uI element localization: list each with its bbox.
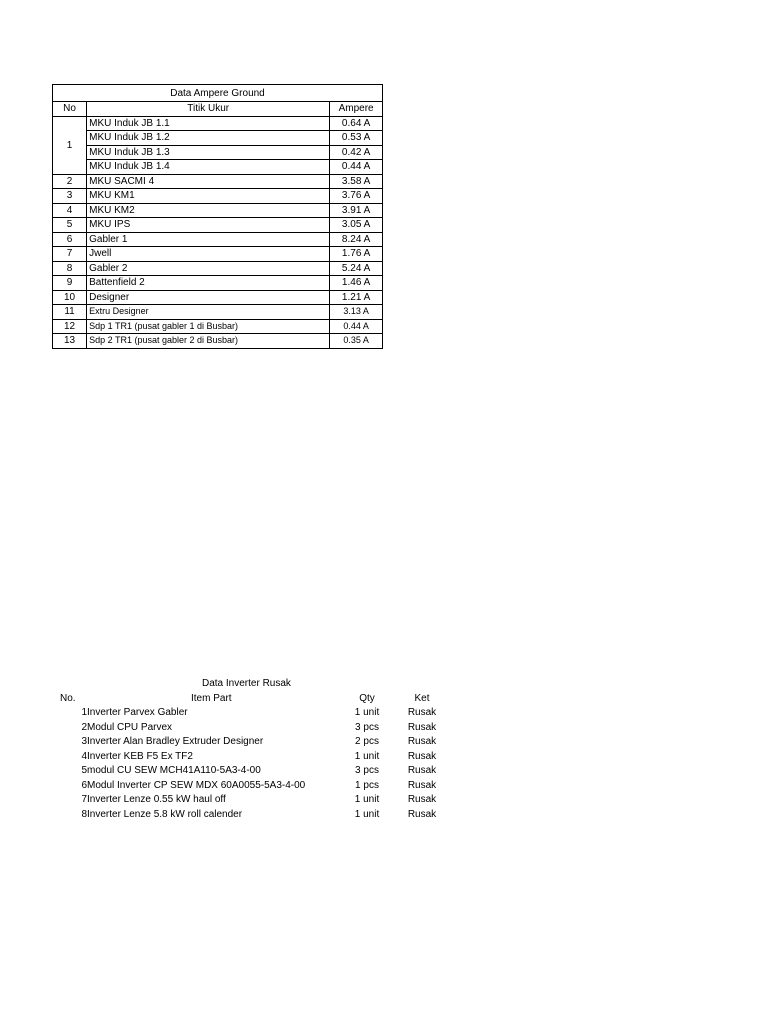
row-point: Gabler 2	[87, 261, 330, 276]
row-point: MKU KM2	[87, 203, 330, 218]
table-row	[53, 290, 383, 305]
row-item: modul CU SEW MCH41A110-5A3-4-00	[87, 765, 261, 776]
row-no: 7	[81, 794, 87, 805]
row-item: Inverter Lenze 0.55 kW haul off	[87, 794, 226, 805]
table-header-row	[53, 102, 383, 117]
row-point: Jwell	[87, 247, 330, 262]
header-no: No.	[60, 692, 76, 704]
row-qty: 2 pcs	[355, 736, 379, 747]
row-ket: Rusak	[407, 721, 437, 733]
row-no: 3	[53, 189, 87, 204]
row-qty: 1 unit	[354, 707, 380, 718]
table-row	[53, 203, 383, 218]
row-no: 5	[81, 765, 87, 776]
row-point: MKU Induk JB 1.2	[87, 131, 330, 146]
inverter-table	[52, 677, 452, 822]
row-ampere: 3.76 A	[330, 189, 383, 204]
row-ket: Rusak	[407, 765, 437, 776]
table-row	[53, 160, 383, 175]
row-point: MKU Induk JB 1.4	[87, 160, 330, 175]
row-ampere: 0.64 A	[330, 116, 383, 131]
table-row	[53, 189, 383, 204]
row-ampere: 0.44 A	[330, 319, 383, 334]
row-no: 5	[53, 218, 87, 233]
table-row	[52, 808, 452, 823]
row-no: 10	[53, 290, 87, 305]
row-no: 7	[53, 247, 87, 262]
row-point: Designer	[87, 290, 330, 305]
table-row	[53, 305, 383, 320]
row-no: 13	[53, 334, 87, 349]
row-no: 6	[81, 779, 87, 791]
table-row	[52, 779, 452, 794]
row-ampere: 0.44 A	[330, 160, 383, 175]
row-ampere: 3.13 A	[330, 305, 383, 320]
row-ampere: 0.35 A	[330, 334, 383, 349]
header-item: Item Part	[191, 692, 232, 704]
row-qty: 1 unit	[354, 808, 380, 820]
table-title-row	[53, 85, 383, 102]
row-point: Battenfield 2	[87, 276, 330, 291]
row-item: Inverter Alan Bradley Extruder Designer	[87, 736, 264, 747]
header-qty: Qty	[359, 692, 375, 704]
row-ampere: 1.76 A	[330, 247, 383, 262]
ampere-ground-table	[52, 84, 383, 349]
row-ampere: 0.53 A	[330, 131, 383, 146]
row-no: 2	[81, 721, 87, 733]
table-row	[53, 232, 383, 247]
row-qty: 3 pcs	[355, 765, 379, 776]
row-point: MKU Induk JB 1.1	[87, 116, 330, 131]
row-no: 9	[53, 276, 87, 291]
table-row	[53, 334, 383, 349]
header-point: Titik Ukur	[87, 102, 330, 117]
row-item: Modul CPU Parvex	[87, 721, 173, 733]
row-ampere: 3.05 A	[330, 218, 383, 233]
table-row	[52, 706, 452, 721]
row-no: 12	[53, 319, 87, 334]
row-qty: 1 unit	[354, 750, 380, 762]
row-point: Sdp 2 TR1 (pusat gabler 2 di Busbar)	[87, 334, 330, 349]
header-no: No	[53, 102, 87, 117]
row-ampere: 1.21 A	[330, 290, 383, 305]
table-title: Data Ampere Ground	[53, 85, 383, 102]
row-ampere: 8.24 A	[330, 232, 383, 247]
row-ampere: 0.42 A	[330, 145, 383, 160]
row-item: Inverter Lenze 5.8 kW roll calender	[87, 808, 243, 820]
row-no: 6	[53, 232, 87, 247]
table-title: Data Inverter Rusak	[202, 678, 291, 689]
row-no: 8	[53, 261, 87, 276]
row-qty: 1 pcs	[355, 779, 379, 791]
row-no: 4	[81, 750, 87, 762]
table-row	[53, 319, 383, 334]
table-row	[53, 247, 383, 262]
row-ket: Rusak	[407, 794, 437, 805]
table-row	[53, 145, 383, 160]
header-ket: Ket	[414, 692, 430, 704]
table-row	[52, 750, 452, 765]
row-no: 1	[81, 707, 87, 718]
table-row	[52, 735, 452, 750]
row-ampere: 3.58 A	[330, 174, 383, 189]
inverter-section	[52, 677, 452, 822]
row-ket: Rusak	[407, 808, 437, 820]
header-ampere: Ampere	[330, 102, 383, 117]
row-qty: 1 unit	[354, 794, 380, 805]
table-row	[53, 174, 383, 189]
row-ampere: 3.91 A	[330, 203, 383, 218]
row-item: Inverter Parvex Gabler	[87, 707, 188, 718]
row-point: MKU Induk JB 1.3	[87, 145, 330, 160]
table-row	[52, 721, 452, 736]
table-row	[53, 276, 383, 291]
row-point: MKU KM1	[87, 189, 330, 204]
row-point: MKU IPS	[87, 218, 330, 233]
row-no: 4	[53, 203, 87, 218]
row-ket: Rusak	[407, 736, 437, 747]
row-no: 11	[53, 305, 87, 320]
table-row	[52, 793, 452, 808]
table-row	[52, 764, 452, 779]
row-no: 3	[81, 736, 87, 747]
table-row	[53, 131, 383, 146]
table-row	[53, 218, 383, 233]
row-ket: Rusak	[407, 707, 437, 718]
row-ampere: 1.46 A	[330, 276, 383, 291]
row-qty: 3 pcs	[355, 721, 379, 733]
row-point: MKU SACMI 4	[87, 174, 330, 189]
row-item: Modul Inverter CP SEW MDX 60A0055-5A3-4-00	[87, 779, 306, 791]
row-no: 8	[81, 808, 87, 820]
row-ampere: 5.24 A	[330, 261, 383, 276]
row-no: 2	[53, 174, 87, 189]
row-point: Gabler 1	[87, 232, 330, 247]
table-row	[53, 116, 383, 131]
row-point: Sdp 1 TR1 (pusat gabler 1 di Busbar)	[87, 319, 330, 334]
row-ket: Rusak	[407, 750, 437, 762]
table-header-row	[52, 692, 452, 707]
table-row	[53, 261, 383, 276]
row-no: 1	[53, 116, 87, 174]
row-point: Extru Designer	[87, 305, 330, 320]
row-item: Inverter KEB F5 Ex TF2	[87, 750, 193, 762]
table-title-row	[52, 677, 452, 692]
row-ket: Rusak	[407, 779, 437, 791]
